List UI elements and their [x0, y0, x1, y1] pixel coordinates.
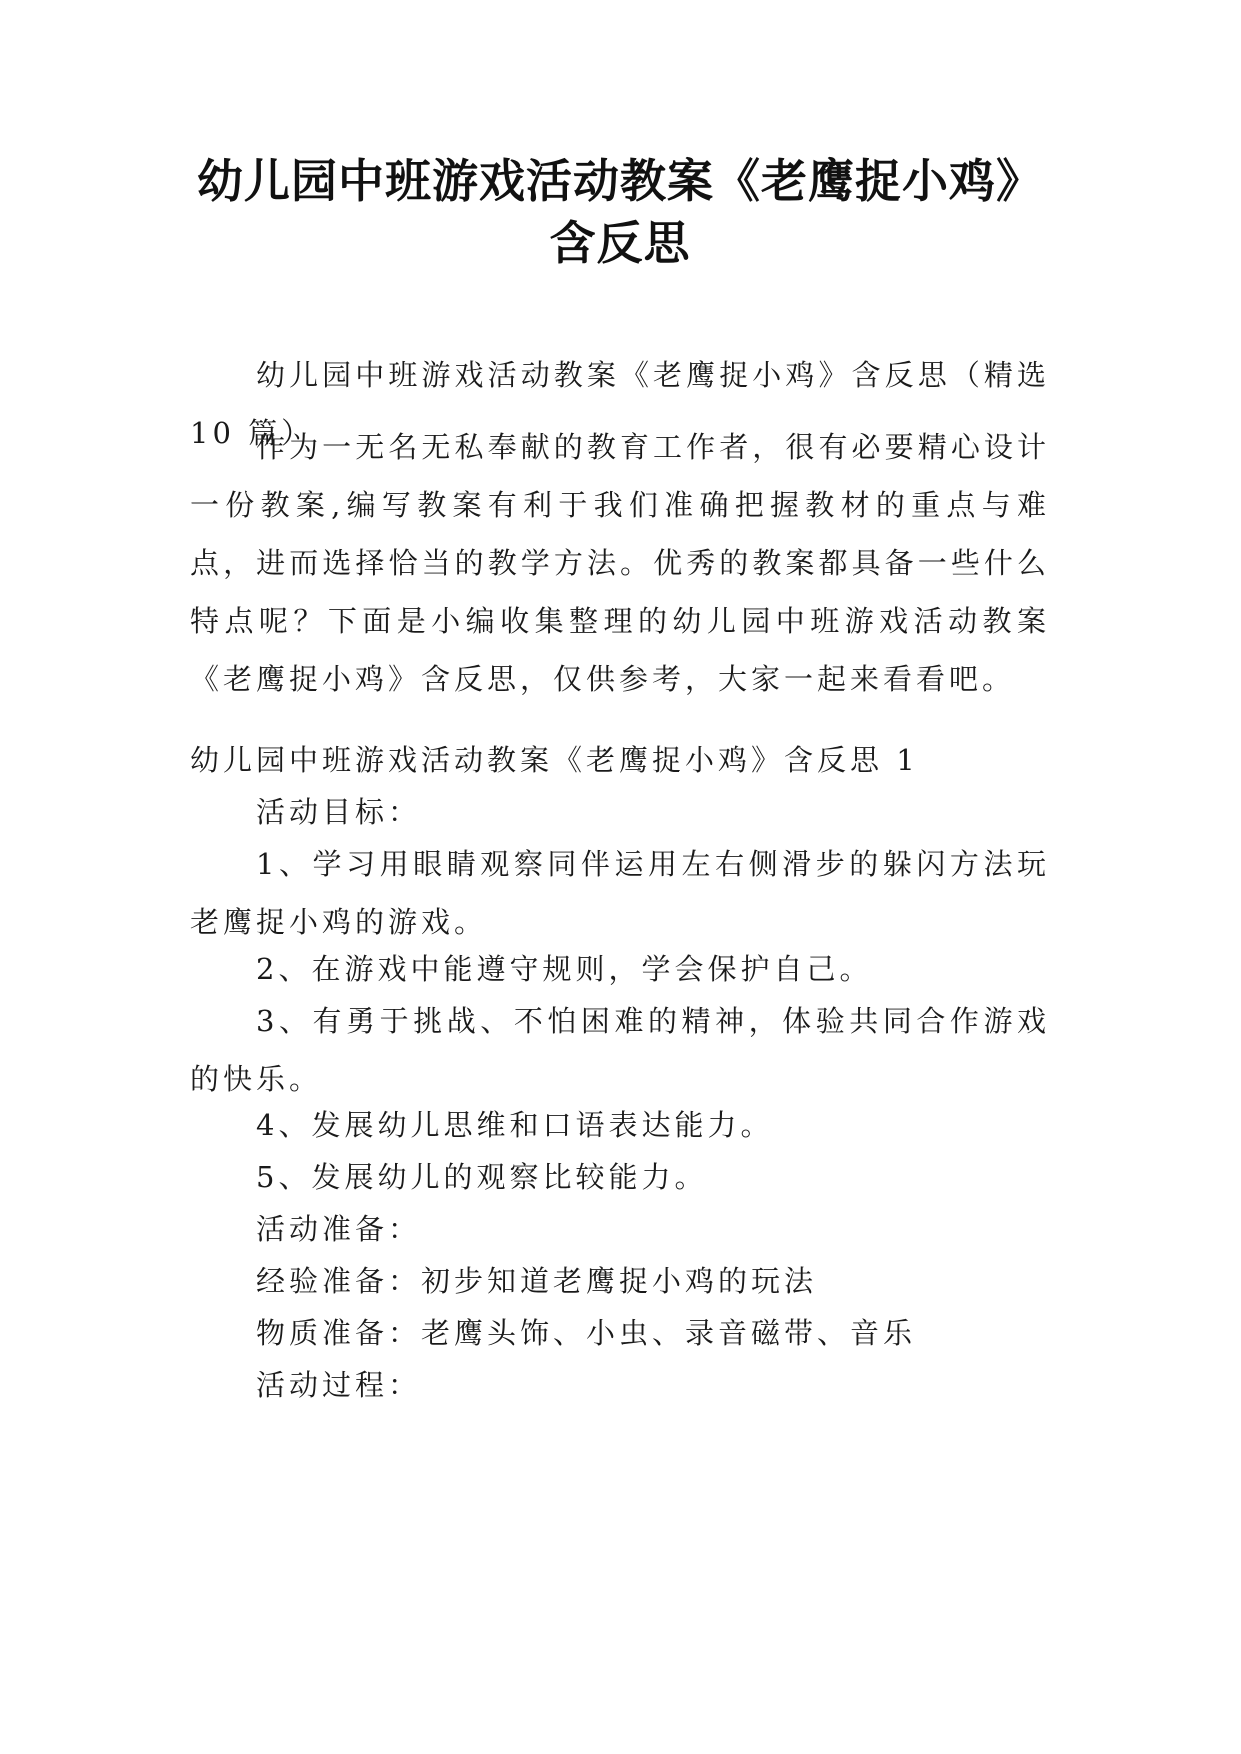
- prep-material: 物质准备：老鹰头饰、小虫、录音磁带、音乐: [256, 1316, 917, 1350]
- goal-item-3: 3、有勇于挑战、不怕困难的精神，体验共同合作游戏的快乐。: [190, 1004, 1050, 1096]
- prep-experience: 经验准备：初步知道老鹰捉小鸡的玩法: [256, 1264, 818, 1298]
- prep-label: 活动准备：: [256, 1212, 422, 1246]
- document-title: 幼儿园中班游戏活动教案《老鹰捉小鸡》含反思: [197, 154, 1043, 270]
- goal-item-5: 5、发展幼儿的观察比较能力。: [256, 1160, 708, 1194]
- document-page: [190, 0, 1050, 1754]
- intro-paragraph: 作为一无名无私奉献的教育工作者，很有必要精心设计一份教案,编写教案有利于我们准确把握教材的重点与难点，进而选择恰当的教学方法。优秀的教案都具备一些什么特点呢？下面是小编收集整理的幼儿园中班游戏活动教案《老鹰捉小鸡》含反思，仅供参考，大家一起来看看吧。: [190, 430, 1050, 696]
- goal-item-1: 1、学习用眼睛观察同伴运用左右侧滑步的躲闪方法玩老鹰捉小鸡的游戏。: [190, 847, 1050, 939]
- process-label: 活动过程：: [256, 1368, 422, 1402]
- subtitle-paragraph: 幼儿园中班游戏活动教案《老鹰捉小鸡》含反思（精选 10 篇）: [190, 358, 1050, 450]
- section-heading: 幼儿园中班游戏活动教案《老鹰捉小鸡》含反思 1: [190, 743, 919, 777]
- goal-item-2: 2、在游戏中能遵守规则，学会保护自己。: [256, 952, 873, 986]
- goal-item-4: 4、发展幼儿思维和口语表达能力。: [256, 1108, 774, 1142]
- goals-label: 活动目标：: [256, 795, 422, 829]
